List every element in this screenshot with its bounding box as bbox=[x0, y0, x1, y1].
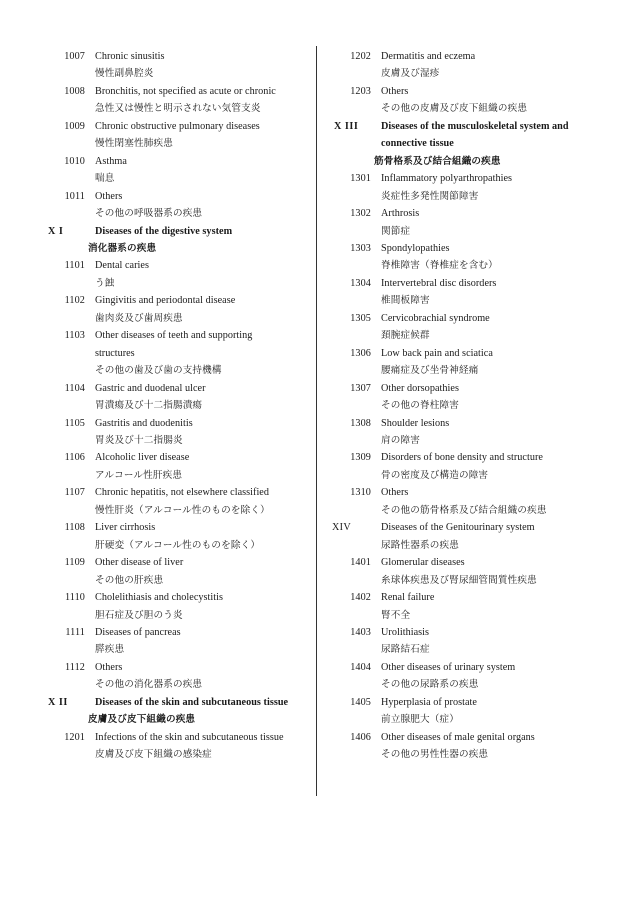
disease-name-ja: その他の消化器系の疾患 bbox=[95, 679, 203, 691]
section-heading-row bbox=[44, 223, 319, 258]
disease-name-ja: 皮膚及び皮下組織の感染症 bbox=[95, 749, 212, 761]
disease-name-en: Inflammatory polyarthropathies bbox=[381, 173, 513, 185]
disease-name-en: Others bbox=[381, 85, 409, 97]
disease-name-en: Infections of the skin and subcutaneous tissue bbox=[95, 731, 284, 743]
disease-name-ja: 脊椎障害（脊椎症を含む） bbox=[381, 260, 498, 272]
disease-name-en: Chronic sinusitis bbox=[95, 51, 165, 62]
disease-name-en: Dermatitis and eczema bbox=[381, 51, 476, 62]
classification-row bbox=[44, 327, 319, 379]
disease-name-en: Arthrosis bbox=[381, 208, 420, 220]
classification-row bbox=[44, 659, 319, 694]
classification-row bbox=[330, 589, 605, 624]
disease-code: 1111 bbox=[65, 626, 85, 638]
disease-name-ja: 膵疾患 bbox=[95, 644, 125, 656]
chapter-title-ja: 皮膚及び皮下組織の疾患 bbox=[88, 714, 196, 726]
disease-name-ja: 骨の密度及び構造の障害 bbox=[381, 469, 489, 481]
disease-name-ja: その他の呼吸器系の疾患 bbox=[95, 208, 203, 220]
disease-code: 1308 bbox=[350, 417, 371, 429]
disease-name-en: Shoulder lesions bbox=[381, 417, 450, 429]
chapter-numeral: X II bbox=[48, 696, 68, 708]
disease-code: 1112 bbox=[64, 661, 85, 673]
disease-name-en: Liver cirrhosis bbox=[95, 522, 156, 534]
disease-name-ja: その他の脊柱障害 bbox=[381, 400, 459, 412]
classification-row bbox=[44, 589, 319, 624]
disease-code: 1406 bbox=[350, 731, 371, 743]
disease-name-ja: 肝硬変（アルコール性のものを除く） bbox=[95, 539, 261, 551]
disease-name-ja: その他の尿路系の疾患 bbox=[381, 679, 479, 691]
disease-name-ja: 糸球体疾患及び腎尿細管間質性疾患 bbox=[381, 574, 537, 586]
disease-name-ja: 前立腺肥大（症） bbox=[381, 714, 459, 726]
chapter-title-en: Diseases of the skin and subcutaneous tissue bbox=[95, 696, 289, 708]
classification-row bbox=[44, 519, 319, 554]
disease-name-en: Chronic hepatitis, not elsewhere classified bbox=[95, 487, 270, 499]
disease-code: 1108 bbox=[64, 522, 85, 534]
classification-row bbox=[44, 729, 319, 764]
chapter-title-ja: 消化器系の疾患 bbox=[88, 242, 157, 254]
classification-row bbox=[44, 153, 319, 188]
disease-name-en: Others bbox=[381, 487, 409, 499]
classification-row bbox=[44, 554, 319, 589]
classification-row bbox=[44, 624, 319, 659]
disease-name-ja: その他の筋骨格系及び結合組織の疾患 bbox=[381, 504, 547, 516]
chapter-title-en-cont: connective tissue bbox=[381, 138, 454, 150]
disease-name-en: Gingivitis and periodontal disease bbox=[95, 295, 236, 307]
disease-name-ja: 慢性閉塞性肺疾患 bbox=[95, 138, 173, 150]
section-heading-row bbox=[44, 694, 319, 729]
disease-name-ja: 肩の障害 bbox=[381, 434, 420, 446]
disease-name-en: Bronchitis, not specified as acute or chronic bbox=[95, 85, 276, 97]
chapter-title-en: Diseases of the musculoskeletal system and bbox=[381, 120, 569, 132]
classification-row bbox=[44, 83, 319, 118]
disease-name-en: Cholelithiasis and cholecystitis bbox=[95, 592, 224, 604]
disease-name-en: Others bbox=[95, 661, 123, 673]
disease-name-en: Others bbox=[95, 190, 123, 202]
classification-row bbox=[44, 380, 319, 415]
classification-row bbox=[330, 170, 605, 205]
classification-row bbox=[330, 83, 605, 118]
disease-code: 1007 bbox=[64, 51, 85, 62]
chapter-title-ja: 筋骨格系及び結合組織の疾患 bbox=[374, 155, 501, 167]
chapter-title-ja: 尿路性器系の疾患 bbox=[381, 539, 459, 551]
disease-code: 1305 bbox=[350, 312, 371, 324]
disease-name-ja: 胆石症及び胆のう炎 bbox=[95, 609, 183, 621]
disease-name-ja: 皮膚及び湿疹 bbox=[381, 68, 440, 80]
disease-code: 1401 bbox=[350, 557, 371, 569]
disease-code: 1201 bbox=[64, 731, 85, 743]
disease-code: 1008 bbox=[64, 85, 85, 97]
disease-code: 1302 bbox=[350, 208, 371, 220]
disease-code: 1405 bbox=[350, 696, 371, 708]
disease-code: 1106 bbox=[64, 452, 85, 464]
classification-row bbox=[330, 275, 605, 310]
disease-name-ja: 関節症 bbox=[381, 225, 411, 237]
disease-name-ja: 胃炎及び十二指腸炎 bbox=[95, 434, 183, 446]
disease-name-en: Other diseases of teeth and supporting bbox=[95, 330, 253, 342]
left-column bbox=[44, 48, 319, 764]
disease-code: 1402 bbox=[350, 592, 371, 604]
classification-row bbox=[330, 694, 605, 729]
disease-code: 1307 bbox=[350, 382, 371, 394]
disease-name-en: Cervicobrachial syndrome bbox=[381, 312, 490, 324]
classification-row bbox=[44, 484, 319, 519]
disease-code: 1202 bbox=[350, 51, 371, 62]
disease-code: 1309 bbox=[350, 452, 371, 464]
classification-row bbox=[44, 257, 319, 292]
classification-row bbox=[44, 415, 319, 450]
classification-row bbox=[44, 449, 319, 484]
chapter-numeral: X III bbox=[334, 120, 359, 132]
chapter-title-en: Diseases of the Genitourinary system bbox=[381, 522, 535, 534]
disease-name-en: Asthma bbox=[95, 155, 127, 167]
disease-name-en: Low back pain and sciatica bbox=[381, 347, 493, 359]
classification-row bbox=[44, 188, 319, 223]
disease-name-en: Chronic obstructive pulmonary diseases bbox=[95, 120, 260, 132]
disease-name-ja: 尿路結石症 bbox=[381, 644, 430, 656]
classification-row bbox=[330, 659, 605, 694]
classification-row bbox=[330, 449, 605, 484]
disease-name-en: Other diseases of urinary system bbox=[381, 661, 516, 673]
disease-name-en: Diseases of pancreas bbox=[95, 626, 181, 638]
chapter-numeral: X I bbox=[48, 225, 64, 237]
disease-code: 1109 bbox=[64, 557, 85, 569]
classification-row bbox=[44, 292, 319, 327]
disease-name-ja: その他の歯及び歯の支持機構 bbox=[95, 365, 222, 377]
disease-name-en: Hyperplasia of prostate bbox=[381, 696, 477, 708]
disease-name-en: Disorders of bone density and structure bbox=[381, 452, 543, 464]
disease-code: 1103 bbox=[64, 330, 85, 342]
disease-name-ja: その他の男性性器の疾患 bbox=[381, 749, 489, 761]
disease-name-ja: 炎症性多発性関節障害 bbox=[381, 190, 479, 202]
disease-name-ja: 急性又は慢性と明示されない気管支炎 bbox=[95, 103, 261, 115]
disease-name-ja: 腰痛症及び坐骨神経痛 bbox=[381, 365, 479, 377]
disease-name-ja: その他の皮膚及び皮下組織の疾患 bbox=[381, 103, 528, 115]
disease-name-en: Gastric and duodenal ulcer bbox=[95, 382, 206, 394]
disease-code: 1009 bbox=[64, 120, 85, 132]
disease-name-en: Intervertebral disc disorders bbox=[381, 277, 497, 289]
chapter-title-en: Diseases of the digestive system bbox=[95, 225, 233, 237]
disease-code: 1403 bbox=[350, 626, 371, 638]
classification-row bbox=[330, 310, 605, 345]
disease-name-en: Dental caries bbox=[95, 260, 149, 272]
disease-name-en: Other diseases of male genital organs bbox=[381, 731, 535, 743]
classification-row bbox=[330, 554, 605, 589]
disease-code: 1010 bbox=[64, 155, 85, 167]
classification-row bbox=[330, 345, 605, 380]
classification-row bbox=[330, 380, 605, 415]
disease-code: 1102 bbox=[64, 295, 85, 307]
disease-code: 1301 bbox=[350, 173, 371, 185]
disease-code: 1310 bbox=[350, 487, 371, 499]
classification-row bbox=[44, 48, 319, 83]
classification-row bbox=[330, 415, 605, 450]
disease-name-ja: 慢性副鼻腔炎 bbox=[95, 68, 154, 80]
disease-name-ja: その他の肝疾患 bbox=[95, 574, 164, 586]
classification-row bbox=[330, 48, 605, 83]
disease-name-en: Renal failure bbox=[381, 592, 435, 604]
disease-name-ja: 胃潰瘍及び十二指腸潰瘍 bbox=[95, 400, 203, 412]
classification-row bbox=[330, 624, 605, 659]
disease-code: 1110 bbox=[64, 592, 85, 604]
disease-code: 1105 bbox=[64, 417, 85, 429]
disease-name-en: Other disease of liver bbox=[95, 557, 184, 569]
disease-code: 1107 bbox=[64, 487, 85, 499]
disease-code: 1303 bbox=[350, 242, 371, 254]
disease-name-en-cont: structures bbox=[95, 347, 135, 359]
disease-name-en: Alcoholic liver disease bbox=[95, 452, 190, 464]
disease-code: 1101 bbox=[64, 260, 85, 272]
disease-name-ja: 椎間板障害 bbox=[381, 295, 430, 307]
disease-code: 1306 bbox=[350, 347, 371, 359]
classification-row bbox=[330, 729, 605, 764]
disease-name-en: Urolithiasis bbox=[381, 626, 430, 638]
disease-name-ja: 腎不全 bbox=[381, 609, 411, 621]
disease-name-ja: アルコール性肝疾患 bbox=[95, 469, 183, 481]
classification-row bbox=[330, 484, 605, 519]
disease-name-ja: 喘息 bbox=[95, 173, 115, 185]
disease-code: 1404 bbox=[350, 661, 371, 673]
disease-name-en: Spondylopathies bbox=[381, 242, 450, 254]
disease-code: 1011 bbox=[64, 190, 85, 202]
disease-code: 1104 bbox=[64, 382, 85, 394]
right-column bbox=[330, 48, 605, 764]
disease-name-ja: 歯肉炎及び歯周疾患 bbox=[95, 312, 183, 324]
disease-code: 1304 bbox=[350, 277, 371, 289]
disease-code: 1203 bbox=[350, 85, 371, 97]
disease-name-ja: 頚腕症候群 bbox=[381, 330, 430, 342]
disease-name-ja: 慢性肝炎（アルコール性のものを除く） bbox=[95, 504, 270, 516]
classification-row bbox=[44, 118, 319, 153]
disease-name-ja: う蝕 bbox=[95, 277, 115, 289]
section-heading-row bbox=[330, 519, 605, 554]
disease-name-en: Glomerular diseases bbox=[381, 557, 465, 569]
disease-name-en: Gastritis and duodenitis bbox=[95, 417, 193, 429]
classification-row bbox=[330, 205, 605, 240]
section-heading-row bbox=[330, 118, 605, 170]
chapter-numeral: XIV bbox=[332, 522, 352, 534]
classification-row bbox=[330, 240, 605, 275]
disease-name-en: Other dorsopathies bbox=[381, 382, 459, 394]
